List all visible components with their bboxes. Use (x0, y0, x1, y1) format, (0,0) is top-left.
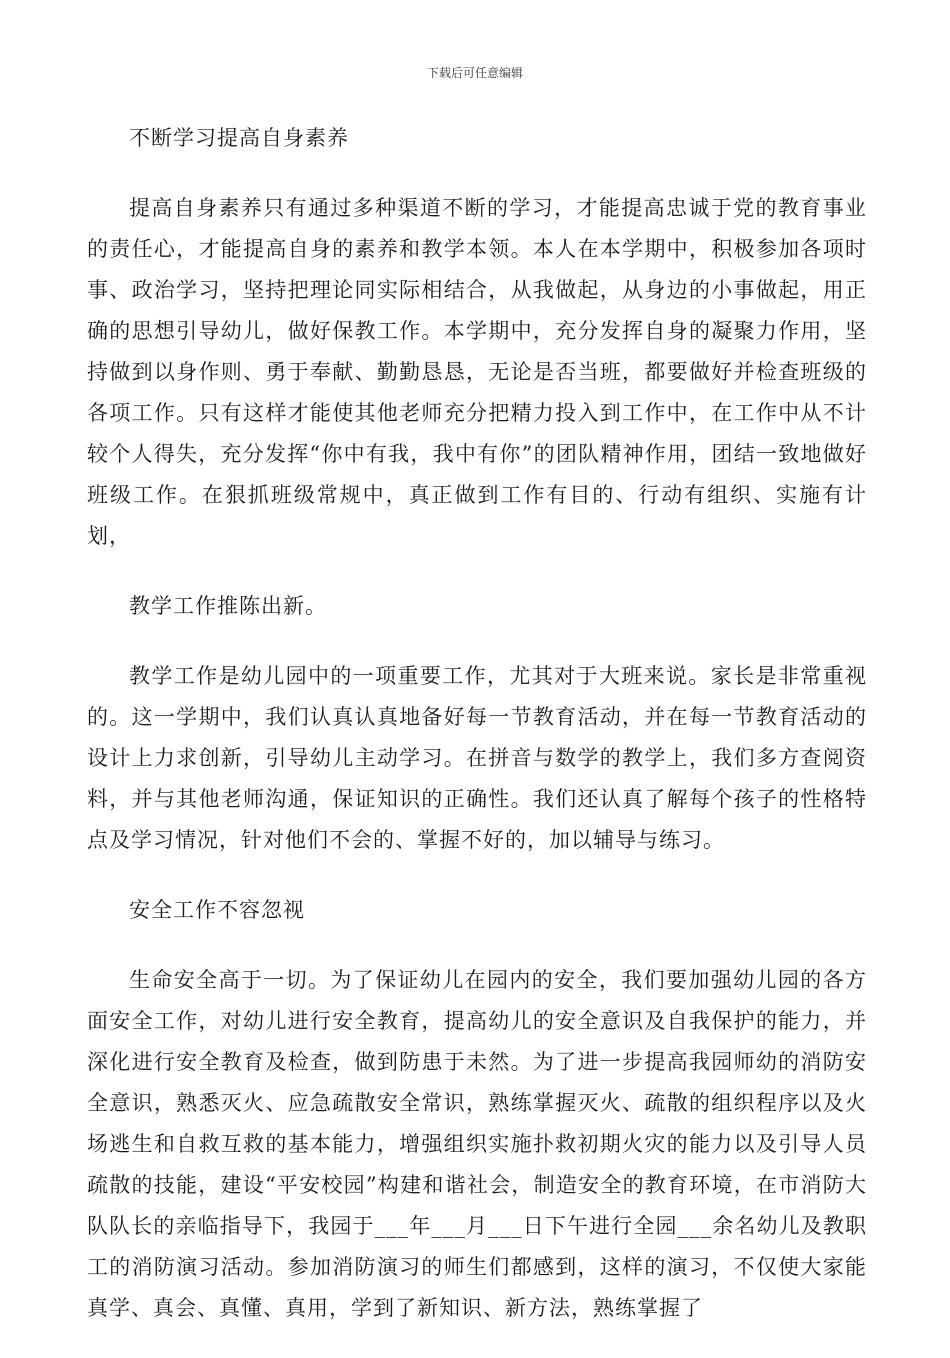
section-heading-safety: 安全工作不容忽视 (129, 898, 305, 922)
section-paragraph-study: 提高自身素养只有通过多种渠道不断的学习，才能提高忠诚于党的教育事业的责任心，才能提高自身的素养和教学本领。本人在本学期中，积极参加各项时事、政治学习，坚持把理论同实际相结合，从我做起，从身边的小事做起，用正确的思想引导幼儿，做好保教工作。本学期中，充分发挥自身的凝聚力作用，坚持做到以身作则、勇于奉献、勤勤恳恳，无论是否当班，都要做好并检查班级的各项工作。只有这样才能使其他老师充分把精力投入到工作中，在工作中从不计较个人得失，充分发挥“你中有我，我中有你”的团队精神作用，团结一致地做好班级工作。在狠抓班级常规中，真正做到工作有目的、行动有组织、实施有计划， (87, 196, 867, 548)
section-paragraph-safety: 生命安全高于一切。为了保证幼儿在园内的安全，我们要加强幼儿园的各方面安全工作，对幼儿进行安全教育，提高幼儿的安全意识及自我保护的能力，并深化进行安全教育及检查，做到防患于未然。为了进一步提高我园师幼的消防安全意识，熟悉灭火、应急疏散安全常识，熟练掌握灭火、疏散的组织程序以及火场逃生和自救互救的基本能力，增强组织实施扑救初期火灾的能力以及引导人员疏散的技能，建设“平安校园”构建和谐社会，制造安全的教育环境，在市消防大队队长的亲临指导下，我园于___年___月___日下午进行全园___余名幼儿及教职工的消防演习活动。参加消防演习的师生们都感到，这样的演习，不仅使大家能真学、真会、真懂、真用，学到了新知识、新方法，熟练掌握了 (87, 968, 867, 1320)
document-body (87, 118, 867, 1358)
section-heading-study: 不断学习提高自身素养 (129, 126, 349, 150)
page-header: 下载后可任意编辑 (426, 66, 523, 80)
section-paragraph-teaching: 教学工作是幼儿园中的一项重要工作，尤其对于大班来说。家长是非常重视的。这一学期中，我们认真认真地备好每一节教育活动，并在每一节教育活动的设计上力求创新，引导幼儿主动学习。在拼音与数学的教学上，我们多方查阅资料，并与其他老师沟通，保证知识的正确性。我们还认真了解每个孩子的性格特点及学习情况，针对他们不会的、掌握不好的，加以辅导与练习。 (87, 664, 867, 852)
section-heading-teaching: 教学工作推陈出新。 (129, 594, 327, 618)
